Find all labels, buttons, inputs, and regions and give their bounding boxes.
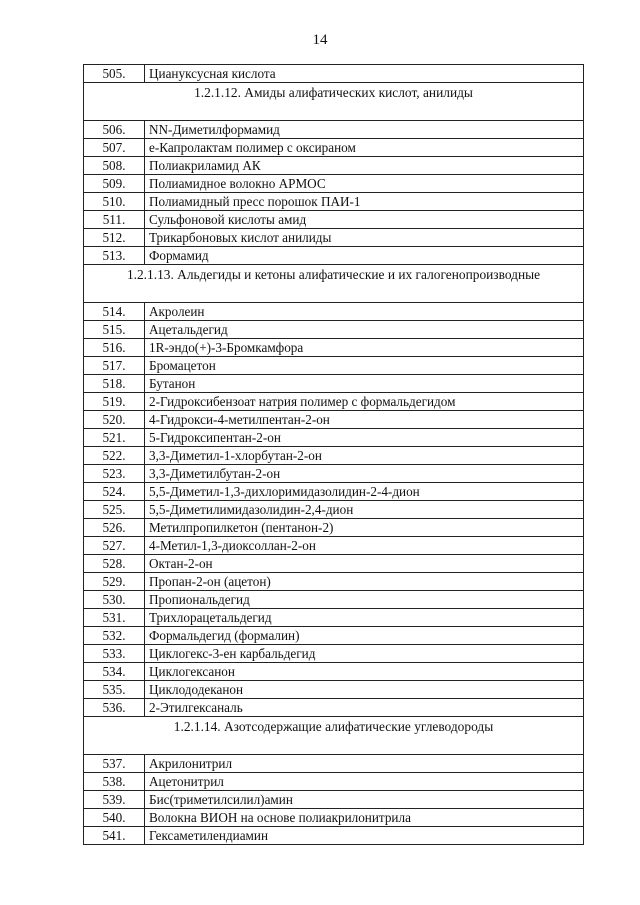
item-number: 526. (84, 519, 145, 537)
substance-name: Ацетонитрил (145, 773, 584, 791)
section-header-row (84, 717, 584, 755)
section-title: 1.2.1.14. Азотсодержащие алифатические углеводороды (84, 717, 584, 755)
item-number: 539. (84, 791, 145, 809)
substance-name: 5,5-Диметил-1,3-дихлоримидазолидин-2-4-дион (145, 483, 584, 501)
item-number: 511. (84, 211, 145, 229)
table-row (84, 483, 584, 501)
item-number: 535. (84, 681, 145, 699)
table-row (84, 773, 584, 791)
table-row (84, 537, 584, 555)
table-row (84, 229, 584, 247)
table-row (84, 175, 584, 193)
substance-name: Ацетальдегид (145, 321, 584, 339)
table-row (84, 447, 584, 465)
table-row (84, 339, 584, 357)
item-number: 508. (84, 157, 145, 175)
item-number: 516. (84, 339, 145, 357)
substance-name: 3,3-Диметилбутан-2-он (145, 465, 584, 483)
substance-name: е-Капролактам полимер с оксираном (145, 139, 584, 157)
section-header-row (84, 83, 584, 121)
item-number: 521. (84, 429, 145, 447)
section-header-row (84, 265, 584, 303)
item-number: 518. (84, 375, 145, 393)
substance-name: Гексаметилендиамин (145, 827, 584, 845)
table-row (84, 591, 584, 609)
table-row (84, 411, 584, 429)
substance-name: 1R-эндо(+)-3-Бромкамфора (145, 339, 584, 357)
table-row (84, 321, 584, 339)
item-number: 531. (84, 609, 145, 627)
substance-name: Формамид (145, 247, 584, 265)
substance-name: Циклогекс-3-ен карбальдегид (145, 645, 584, 663)
item-number: 505. (84, 65, 145, 83)
item-number: 509. (84, 175, 145, 193)
item-number: 506. (84, 121, 145, 139)
table-row (84, 139, 584, 157)
item-number: 530. (84, 591, 145, 609)
substance-name: Полиамидное волокно АРМОС (145, 175, 584, 193)
table-row (84, 809, 584, 827)
table-row (84, 501, 584, 519)
substance-name: Полиамидный пресс порошок ПАИ-1 (145, 193, 584, 211)
item-number: 540. (84, 809, 145, 827)
item-number: 534. (84, 663, 145, 681)
item-number: 512. (84, 229, 145, 247)
item-number: 532. (84, 627, 145, 645)
substance-name: Трикарбоновых кислот анилиды (145, 229, 584, 247)
item-number: 536. (84, 699, 145, 717)
item-number: 529. (84, 573, 145, 591)
substance-name: Волокна ВИОН на основе полиакрилонитрила (145, 809, 584, 827)
item-number: 515. (84, 321, 145, 339)
table-row (84, 429, 584, 447)
table-row (84, 573, 584, 591)
item-number: 513. (84, 247, 145, 265)
substance-name: NN-Диметилформамид (145, 121, 584, 139)
table-row (84, 193, 584, 211)
item-number: 537. (84, 755, 145, 773)
item-number: 524. (84, 483, 145, 501)
substance-name: 2-Гидроксибензоат натрия полимер с формальдегидом (145, 393, 584, 411)
table-row (84, 609, 584, 627)
substance-name: Октан-2-он (145, 555, 584, 573)
table-row (84, 755, 584, 773)
item-number: 510. (84, 193, 145, 211)
substance-name: 4-Метил-1,3-диоксоллан-2-он (145, 537, 584, 555)
substance-name: Циклододеканон (145, 681, 584, 699)
item-number: 528. (84, 555, 145, 573)
substance-name: Сульфоновой кислоты амид (145, 211, 584, 229)
table-row (84, 791, 584, 809)
substance-name: 5-Гидроксипентан-2-он (145, 429, 584, 447)
section-title: 1.2.1.12. Амиды алифатических кислот, анилиды (84, 83, 584, 121)
table-row (84, 681, 584, 699)
table-row (84, 393, 584, 411)
substance-name: 5,5-Диметилимидазолидин-2,4-дион (145, 501, 584, 519)
item-number: 517. (84, 357, 145, 375)
table-row (84, 303, 584, 321)
table-row (84, 699, 584, 717)
section-title: 1.2.1.13. Альдегиды и кетоны алифатические и их галогенопроизводные (84, 265, 584, 303)
substance-name: Пропан-2-он (ацетон) (145, 573, 584, 591)
table-row (84, 357, 584, 375)
item-number: 514. (84, 303, 145, 321)
substance-name: Трихлорацетальдегид (145, 609, 584, 627)
table-row (84, 65, 584, 83)
table-row (84, 157, 584, 175)
substance-name: Бромацетон (145, 357, 584, 375)
substance-name: Бис(триметилсилил)амин (145, 791, 584, 809)
item-number: 523. (84, 465, 145, 483)
table-row (84, 465, 584, 483)
substance-name: 4-Гидрокси-4-метилпентан-2-он (145, 411, 584, 429)
substance-name: Циануксусная кислота (145, 65, 584, 83)
substance-name: Акролеин (145, 303, 584, 321)
item-number: 527. (84, 537, 145, 555)
substance-table (83, 64, 584, 845)
item-number: 522. (84, 447, 145, 465)
substance-name: Метилпропилкетон (пентанон-2) (145, 519, 584, 537)
table-row (84, 645, 584, 663)
table-row (84, 375, 584, 393)
table-row (84, 827, 584, 845)
table-row (84, 247, 584, 265)
substance-name: Формальдегид (формалин) (145, 627, 584, 645)
substance-name: Полиакриламид АК (145, 157, 584, 175)
item-number: 507. (84, 139, 145, 157)
substance-name: 2-Этилгексаналь (145, 699, 584, 717)
item-number: 538. (84, 773, 145, 791)
table-row (84, 121, 584, 139)
substance-name: Акрилонитрил (145, 755, 584, 773)
item-number: 525. (84, 501, 145, 519)
substance-name: Пропиональдегид (145, 591, 584, 609)
table-row (84, 519, 584, 537)
substance-name: Циклогексанон (145, 663, 584, 681)
table-row (84, 627, 584, 645)
item-number: 533. (84, 645, 145, 663)
substance-name: 3,3-Диметил-1-хлорбутан-2-он (145, 447, 584, 465)
table-row (84, 211, 584, 229)
item-number: 541. (84, 827, 145, 845)
table-row (84, 555, 584, 573)
substance-table-body (84, 65, 584, 845)
table-row (84, 663, 584, 681)
item-number: 519. (84, 393, 145, 411)
substance-name: Бутанон (145, 375, 584, 393)
page-number: 14 (312, 32, 328, 48)
item-number: 520. (84, 411, 145, 429)
